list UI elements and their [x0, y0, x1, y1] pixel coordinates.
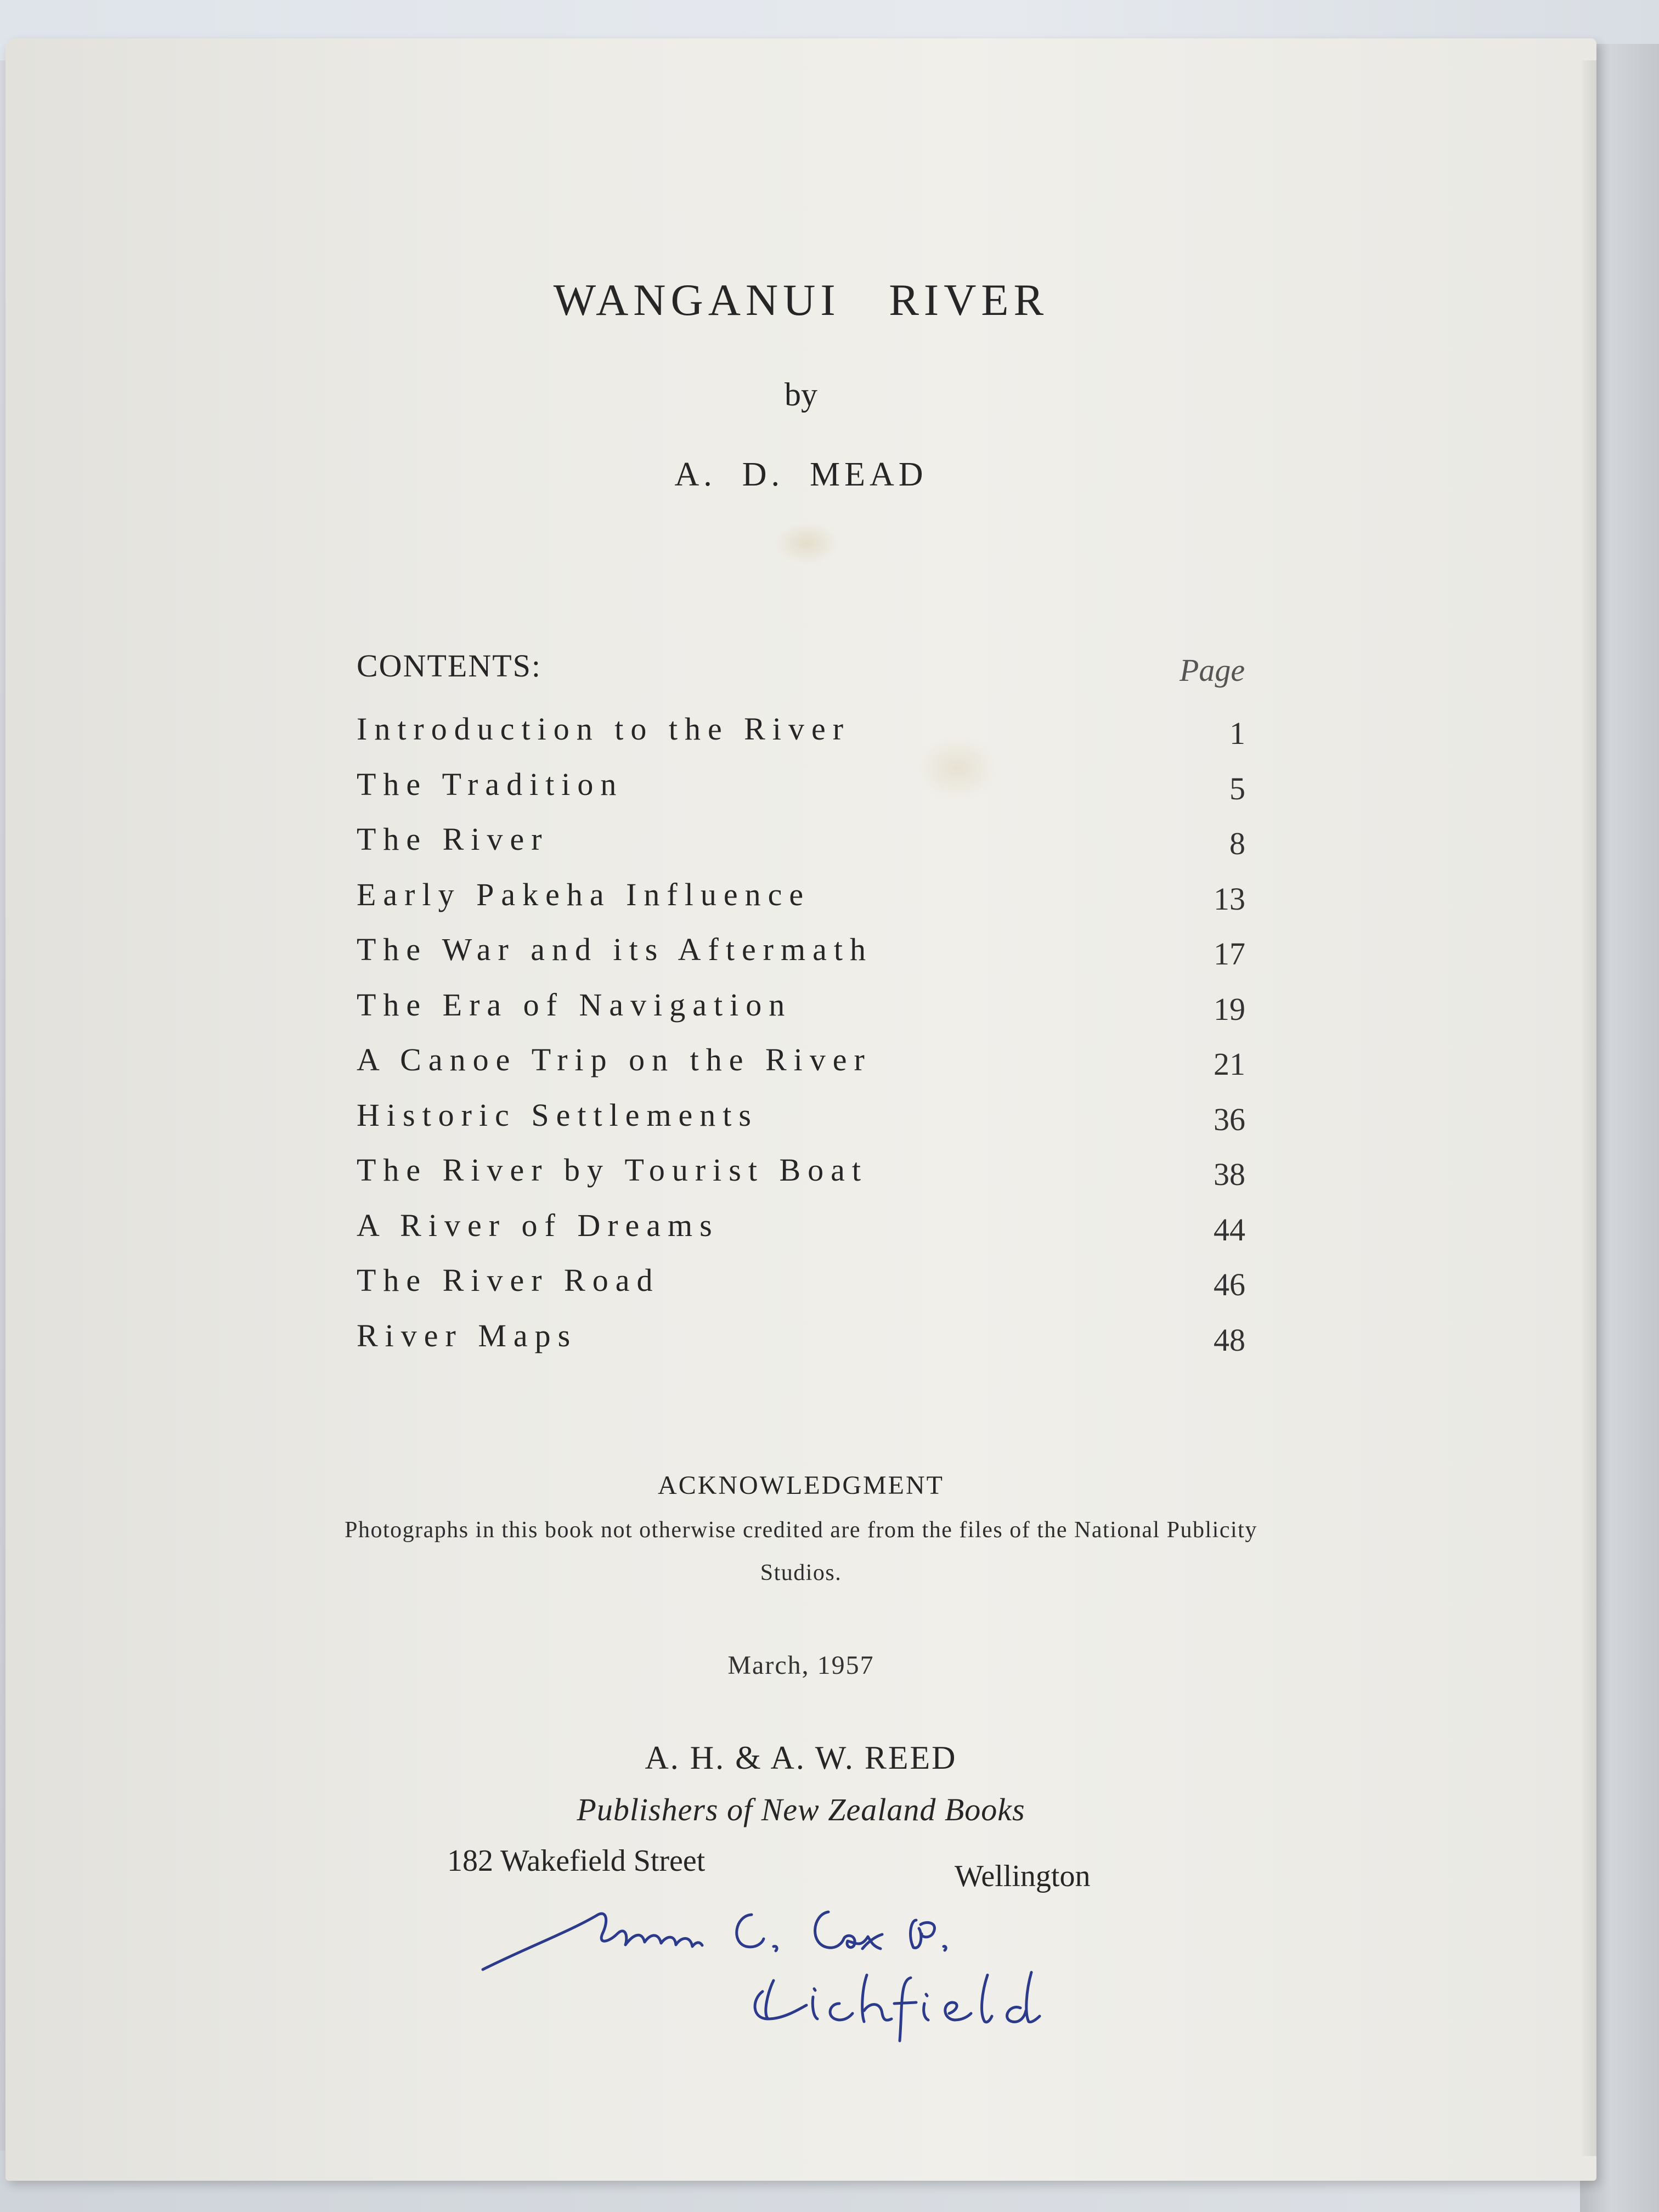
toc-entry-page: 46: [1214, 1267, 1245, 1302]
book-title: WANGANUI RIVER: [553, 275, 1049, 325]
toc-entry-title: The River by Tourist Boat: [357, 1152, 868, 1188]
toc-entry: [357, 1041, 1245, 1097]
toc-entry-page: 13: [1214, 881, 1245, 917]
toc-entry-title: River Maps: [357, 1317, 578, 1353]
toc-entry-title: Introduction to the River: [357, 711, 851, 747]
contents-heading: CONTENTS:: [357, 648, 541, 684]
page-edge-shadow: [1580, 60, 1596, 2156]
page-column-heading: Page: [1180, 652, 1245, 688]
toc-entry: [357, 1207, 1245, 1262]
table-of-contents: [357, 710, 1245, 1372]
toc-entry-page: 36: [1214, 1101, 1245, 1137]
toc-entry: [357, 931, 1245, 986]
acknowledgment-text: Photographs in this book not otherwise credited are from the files of the National Publicity Studios.: [345, 1517, 1257, 1585]
toc-entry: [357, 766, 1245, 821]
handwritten-signature: [477, 1882, 1081, 2057]
toc-entry-title: The War and its Aftermath: [357, 932, 873, 967]
toc-entry: [357, 1152, 1245, 1207]
toc-entry: [357, 1317, 1245, 1373]
toc-entry-page: 5: [1229, 770, 1245, 806]
publication-date: March, 1957: [727, 1651, 874, 1680]
toc-entry: [357, 821, 1245, 876]
toc-entry-page: 38: [1214, 1156, 1245, 1192]
toc-entry: [357, 710, 1245, 766]
toc-entry-page: 48: [1214, 1322, 1245, 1358]
toc-entry-page: 44: [1214, 1211, 1245, 1248]
toc-entry-title: Early Pakeha Influence: [357, 876, 811, 912]
toc-entry-title: The Era of Navigation: [357, 986, 792, 1023]
toc-entry-title: A Canoe Trip on the River: [357, 1042, 872, 1077]
toc-entry-page: 21: [1214, 1046, 1245, 1082]
toc-entry-title: The Tradition: [357, 766, 624, 802]
publisher-tagline: Publishers of New Zealand Books: [577, 1792, 1025, 1827]
toc-entry-page: 1: [1229, 715, 1245, 751]
publisher-name: A. H. & A. W. REED: [645, 1740, 957, 1776]
author-name: A. D. MEAD: [674, 456, 928, 493]
paper-stain: [774, 521, 839, 565]
toc-entry-page: 19: [1214, 991, 1245, 1027]
publisher-street: 182 Wakefield Street: [447, 1844, 706, 1878]
toc-entry-page: 17: [1214, 936, 1245, 972]
toc-entry: [357, 1097, 1245, 1152]
toc-entry-title: Historic Settlements: [357, 1097, 758, 1133]
acknowledgment-heading: ACKNOWLEDGMENT: [658, 1471, 944, 1500]
toc-entry-page: 8: [1229, 826, 1245, 861]
toc-entry-title: The River Road: [357, 1262, 660, 1298]
publisher-city: Wellington: [955, 1859, 1091, 1893]
toc-entry: [357, 986, 1245, 1042]
toc-entry: [357, 1262, 1245, 1317]
byline: by: [785, 376, 817, 413]
toc-entry-title: The River: [357, 821, 549, 857]
toc-entry: [357, 876, 1245, 932]
toc-entry-title: A River of Dreams: [357, 1207, 719, 1243]
book-page: [5, 38, 1596, 2181]
